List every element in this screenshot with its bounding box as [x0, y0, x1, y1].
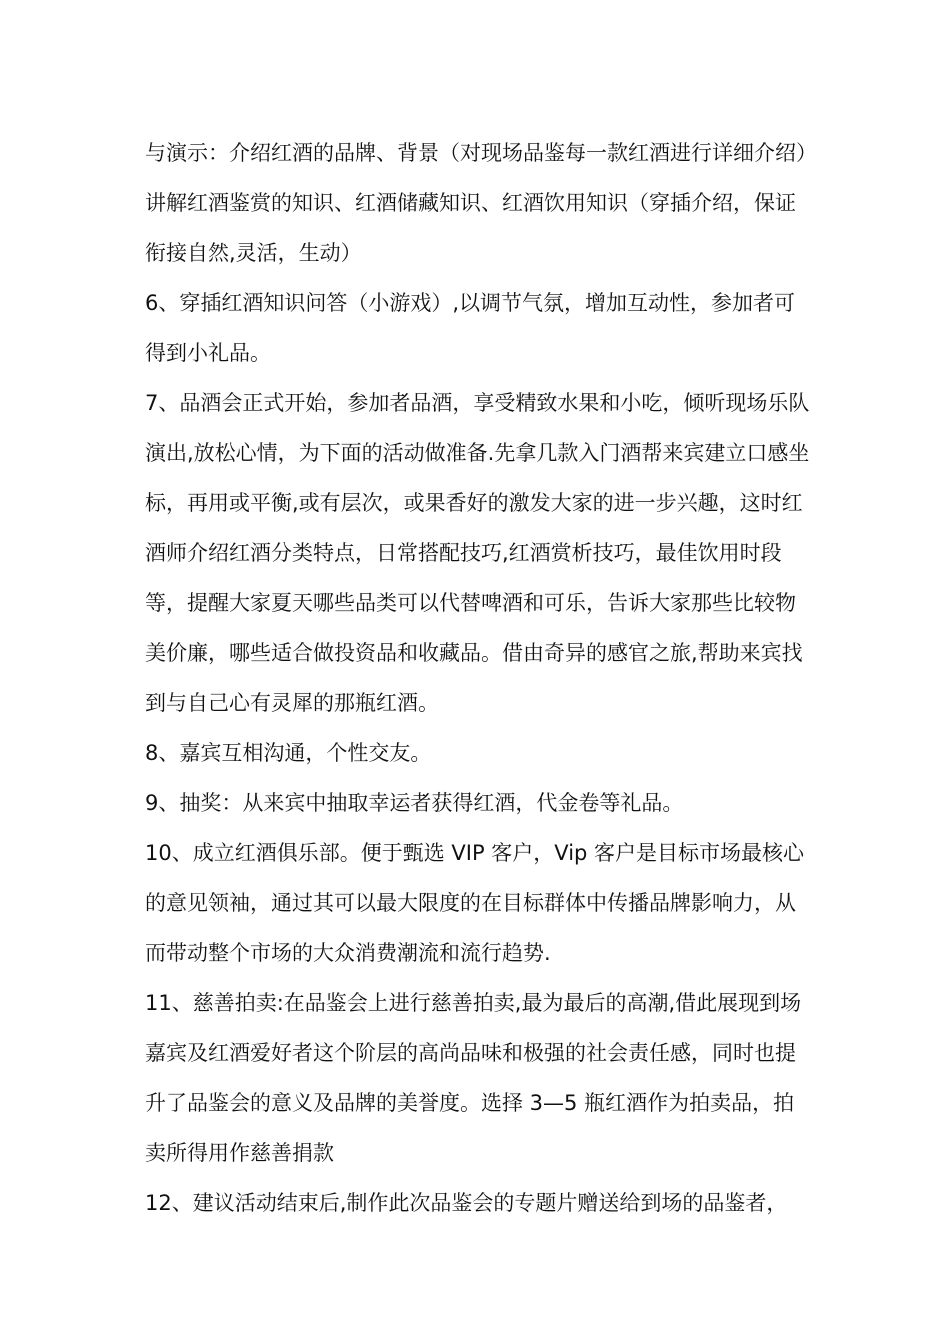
- paragraph-item-6: 6、穿插红酒知识问答（小游戏）,以调节气氛，增加互动性，参加者可得到小礼品。: [145, 291, 796, 365]
- paragraph-item-9: 9、抽奖：从来宾中抽取幸运者获得红酒，代金卷等礼品。: [145, 791, 684, 815]
- paragraph-item-11: 11、慈善拍卖:在品鉴会上进行慈善拍卖,最为最后的高潮,借此展现到场嘉宾及红酒爱好者这个阶层的高尚品味和极强的社会责任感，同时也提升了品鉴会的意义及品牌的美誉度。选择 3—5 瓶红酒作为拍卖品，拍卖所得用作慈善捐款: [145, 991, 802, 1165]
- paragraph-item-12: 12、建议活动结束后,制作此次品鉴会的专题片赠送给到场的品鉴者，: [145, 1191, 788, 1215]
- paragraph-item-7: 7、品酒会正式开始，参加者品酒，享受精致水果和小吃，倾听现场乐队演出,放松心情，为下面的活动做准备.先拿几款入门酒帮来宾建立口感坐标，再用或平衡,或有层次，或果香好的激发大家的进一步兴趣，这时红酒师介绍红酒分类特点，日常搭配技巧,红酒赏析技巧，最佳饮用时段等，提醒大家夏天哪些品类可以代替啤酒和可乐，告诉大家那些比较物美价廉，哪些适合做投资品和收藏品。借由奇异的感官之旅,帮助来宾找到与自己心有灵犀的那瓶红酒。: [145, 391, 810, 715]
- paragraph-item-8: 8、嘉宾互相沟通，个性交友。: [145, 741, 432, 765]
- document-body: [145, 128, 810, 1228]
- paragraph-intro-demo: 与演示：介绍红酒的品牌、背景（对现场品鉴每一款红酒进行详细介绍）讲解红酒鉴赏的知识、红酒储藏知识、红酒饮用知识（穿插介绍，保证衔接自然,灵活，生动）: [145, 141, 807, 265]
- paragraph-item-10: 10、成立红酒俱乐部。便于甄选 VIP 客户，Vip 客户是目标市场最核心的意见领袖，通过其可以最大限度的在目标群体中传播品牌影响力，从而带动整个市场的大众消费潮流和流行趋势.: [145, 841, 805, 965]
